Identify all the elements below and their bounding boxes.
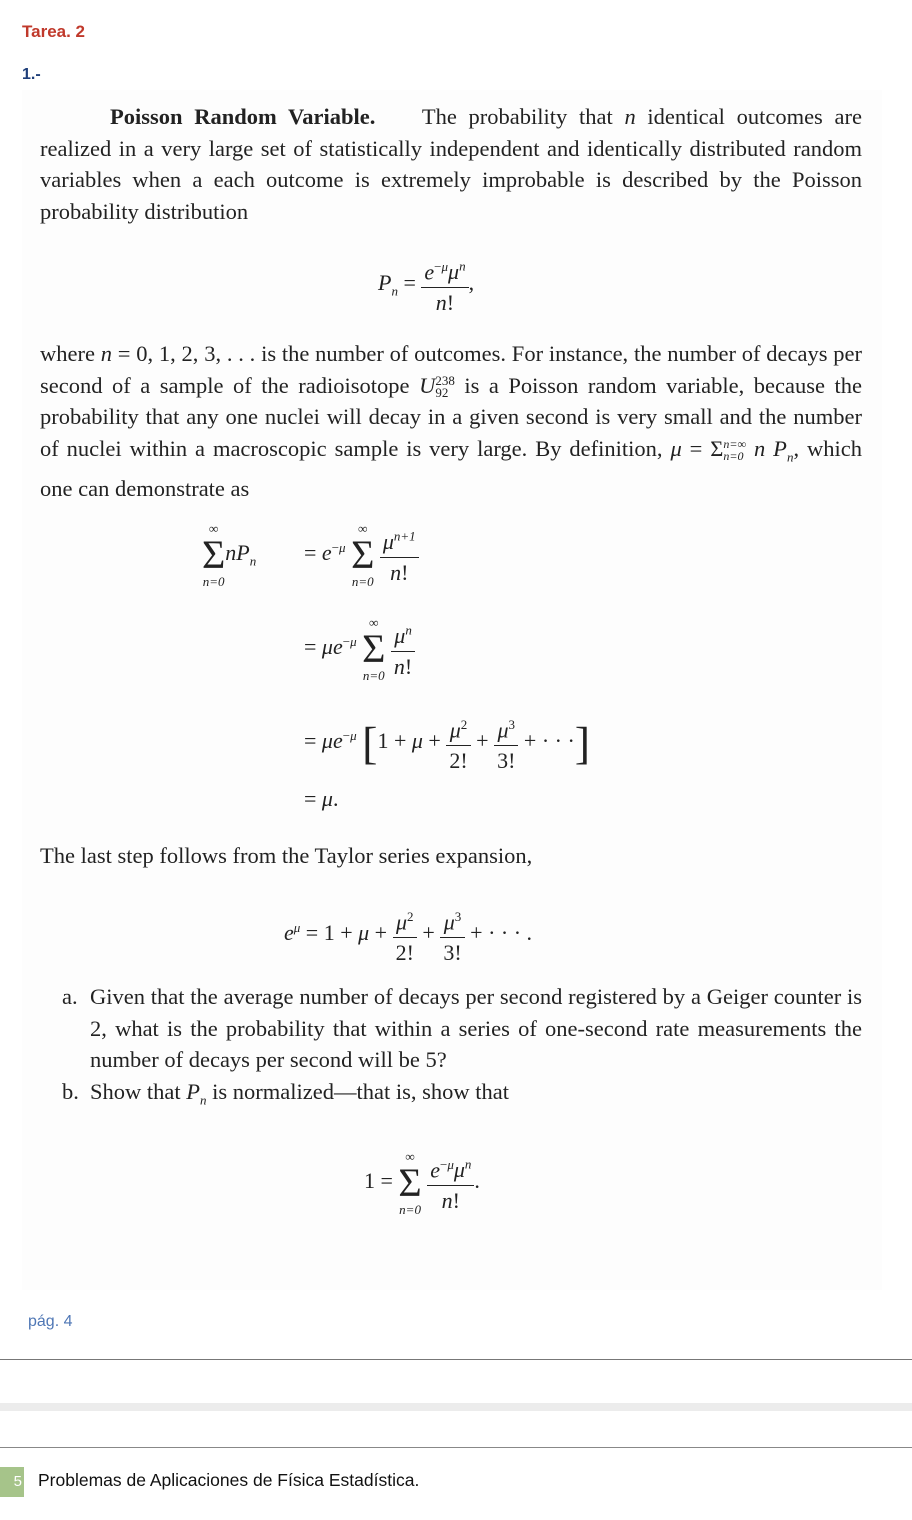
poisson-formula: $P_n$ = $\frac{e^{-\mu}\mu^n}{n!}$ , <box>378 252 474 318</box>
question-list <box>62 981 862 1116</box>
footer-divider <box>0 1447 912 1448</box>
page-number-badge: 5 <box>0 1467 24 1497</box>
normalization-formula: 1 = ∞ Σ n=0 $\frac{e^{-\mu}\mu^n}{n!}$ . <box>364 1149 480 1218</box>
task-title: Tarea. 2 <box>22 22 86 41</box>
derivation-line-4: = μ. <box>304 786 339 811</box>
intro-paragraph <box>40 101 862 227</box>
taylor-paragraph: The last step follows from the Taylor series expansion, <box>40 843 533 868</box>
derivation-line-1: ∞ Σ n=0 $nP_n$ <box>202 521 257 589</box>
taylor-formula: $e^\mu = 1 + \mu$ + $\frac{\mu^2}{2!}$ + $\frac{\mu^3}{3!}$ + · · · . <box>284 902 532 968</box>
question-a <box>62 981 862 1076</box>
intro-text: The probability that n identical outcomes are realized in a very large set of statistically independent and identically distributed random variables when a each outcome is extremely improbable is described by the Poisson probability distribution <box>40 104 862 224</box>
derivation-line-2: = $\mu e^{-\mu}$ ∞ Σ n=0 $\frac{\mu^n}{n!}$ <box>304 616 415 682</box>
page-label: pág. 4 <box>28 1313 73 1330</box>
question-a-label: a. <box>62 984 78 1009</box>
derivation-line-3: = $\mu e^{-\mu}$ [1 + μ + $\frac{\mu^2}{2!}$ + $\frac{\mu^3}{3!}$ + · · ·] <box>304 710 590 776</box>
derivation-line-1-rhs: = $e^{-\mu}$ ∞ Σ n=0 $\frac{\mu^{n+1}}{n!}$ <box>304 522 419 588</box>
definition-paragraph: where n = 0, 1, 2, 3, . . . is the number of outcomes. For instance, the number of decays per second of a sample of the radioisotope U 238 92 is a Poisson random variable, because the probability that any one nuclei will decay in a given second is very small and the number of nuclei within a macroscopic sample is very large. By definition, μ = Σ n=∞ n=0 n $P_n$, which one can demonstrate as <box>40 341 862 501</box>
problem-heading: Poisson Random Variable. <box>110 104 376 129</box>
question-b-text: Show that $P_n$ is normalized—that is, show that <box>90 1078 509 1107</box>
question-a-text: Given that the average number of decays per second registered by a Geiger counter is 2, what is the probability that within a series of one-second rate measurements the number of decays per second will be 5? <box>90 984 862 1072</box>
page-divider <box>0 1359 912 1360</box>
question-b <box>62 1076 862 1116</box>
section-number: 1.- <box>22 66 41 83</box>
question-b-label: b. <box>62 1078 79 1104</box>
footer-title: Problemas de Aplicaciones de Física Estadística. <box>38 1470 420 1490</box>
page-gap-band <box>0 1403 912 1411</box>
